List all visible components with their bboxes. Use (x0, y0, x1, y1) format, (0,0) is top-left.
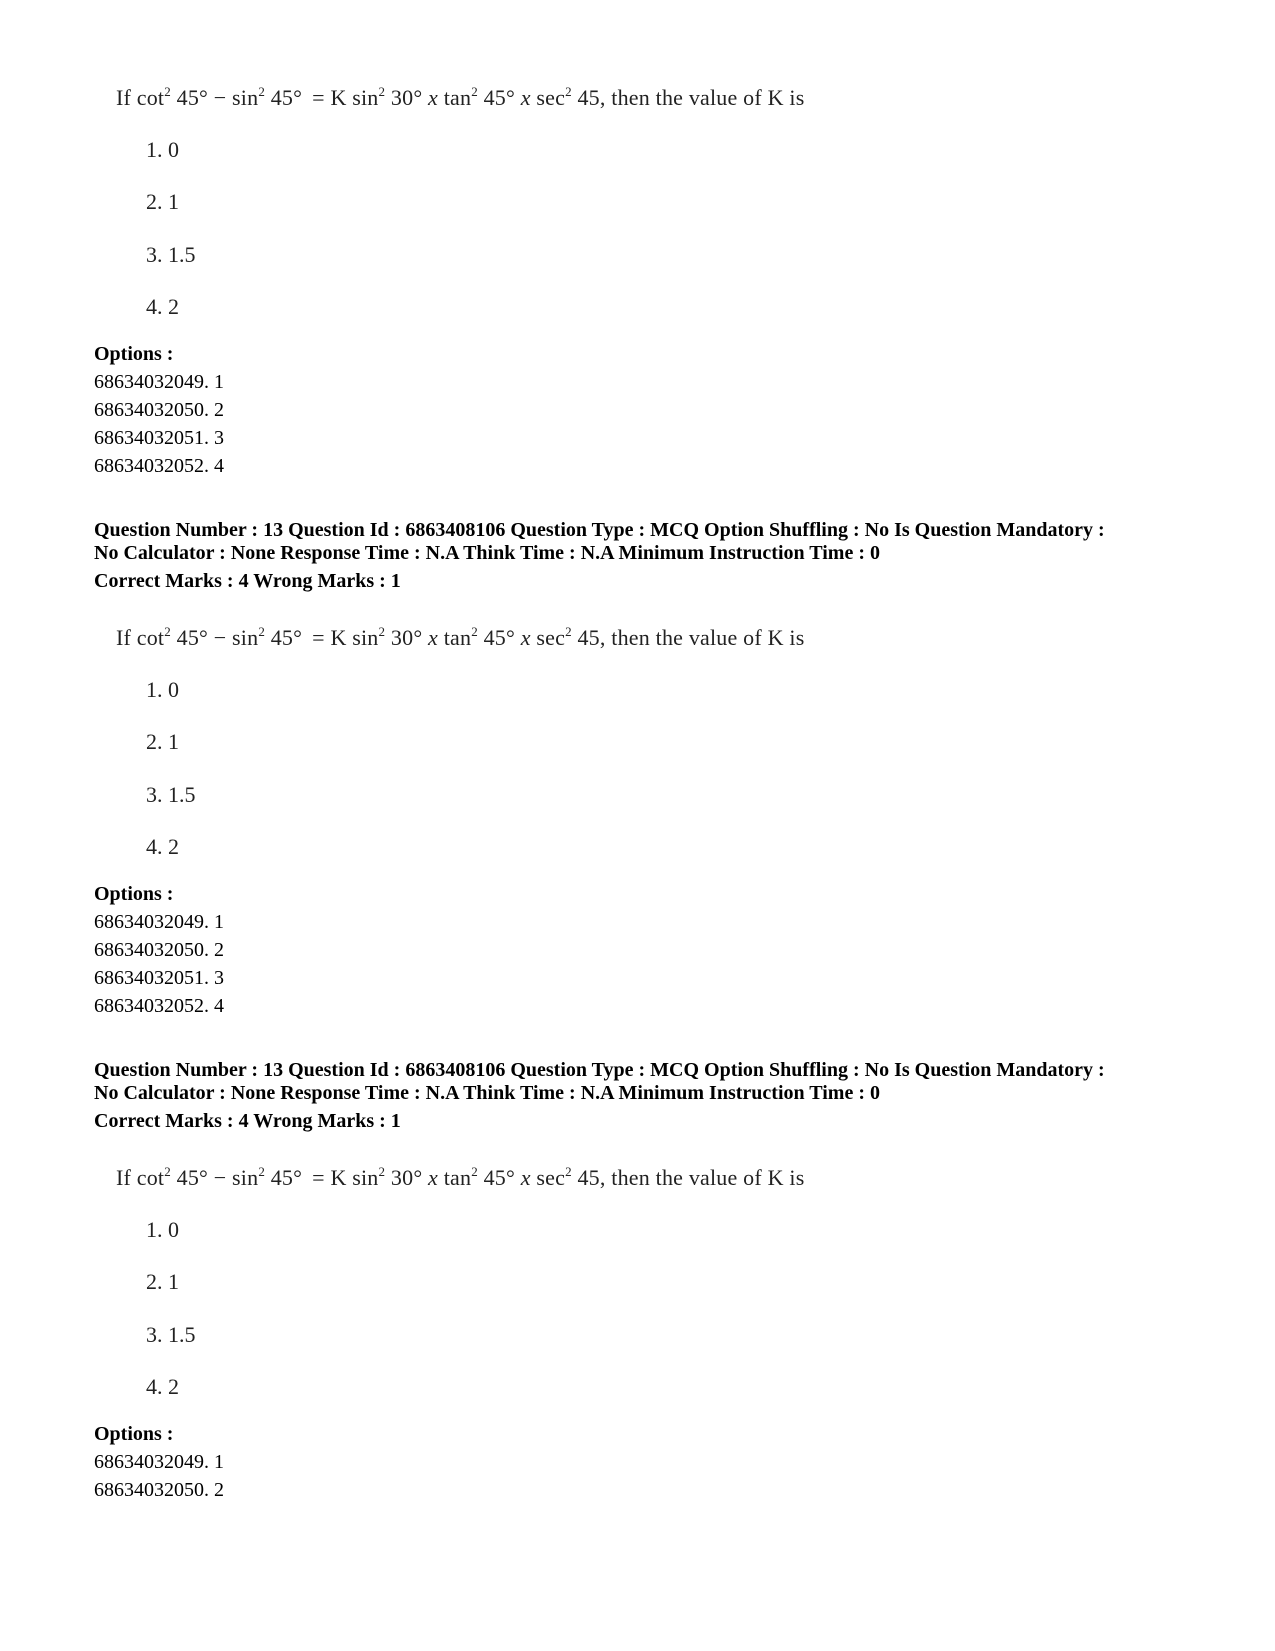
question-stem: If $\cot^2 45^\circ - \sin^2 45^\circ = K$ $\sin^2 30^\circ$ x $\tan^2 45^\circ$ x $\sec^2 45$, then the value of K is (116, 84, 805, 110)
choice-1: 1. 0 (146, 677, 179, 702)
question-block (0, 1165, 1275, 1651)
options-label: Options : (94, 1423, 174, 1445)
choice-1: 1. 0 (146, 1217, 179, 1242)
meta-line-1: Question Number : 13 Question Id : 6863408106 Question Type : MCQ Option Shuffling : No Is Question Mandatory : (94, 519, 1105, 541)
choice-4: 4. 2 (146, 294, 179, 319)
choice-3: 3. 1.5 (146, 1322, 196, 1347)
options-label: Options : (94, 343, 174, 365)
question-image (110, 85, 910, 335)
choice-1: 1. 0 (146, 137, 179, 162)
choice-4: 4. 2 (146, 834, 179, 859)
option-id: 68634032049. 1 (94, 371, 224, 393)
option-id: 68634032050. 2 (94, 399, 224, 421)
option-id: 68634032050. 2 (94, 939, 224, 961)
option-id: 68634032052. 4 (94, 455, 224, 477)
option-id: 68634032051. 3 (94, 427, 224, 449)
option-id: 68634032049. 1 (94, 1451, 224, 1473)
option-id: 68634032050. 2 (94, 1479, 224, 1501)
choice-4: 4. 2 (146, 1374, 179, 1399)
choice-3: 3. 1.5 (146, 782, 196, 807)
option-id: 68634032052. 4 (94, 995, 224, 1017)
question-stem: If $\cot^2 45^\circ - \sin^2 45^\circ = K$ $\sin^2 30^\circ$ x $\tan^2 45^\circ$ x $\sec^2 45$, then the value of K is (116, 624, 805, 650)
meta-line-2: No Calculator : None Response Time : N.A Think Time : N.A Minimum Instruction Time : 0 (94, 542, 880, 564)
choice-2: 2. 1 (146, 729, 179, 754)
option-id: 68634032051. 3 (94, 967, 224, 989)
question-image (110, 625, 910, 875)
question-meta (94, 1059, 1214, 1133)
choice-2: 2. 1 (146, 1269, 179, 1294)
choice-2: 2. 1 (146, 189, 179, 214)
meta-line-3: Correct Marks : 4 Wrong Marks : 1 (94, 1110, 401, 1132)
meta-line-2: No Calculator : None Response Time : N.A Think Time : N.A Minimum Instruction Time : 0 (94, 1082, 880, 1104)
choice-3: 3. 1.5 (146, 242, 196, 267)
question-image (110, 1165, 910, 1415)
option-id: 68634032049. 1 (94, 911, 224, 933)
question-stem: If $\cot^2 45^\circ - \sin^2 45^\circ = K$ $\sin^2 30^\circ$ x $\tan^2 45^\circ$ x $\sec^2 45$, then the value of K is (116, 1164, 805, 1190)
options-label: Options : (94, 883, 174, 905)
question-meta (94, 519, 1214, 593)
meta-line-1: Question Number : 13 Question Id : 6863408106 Question Type : MCQ Option Shuffling : No Is Question Mandatory : (94, 1059, 1105, 1081)
meta-line-3: Correct Marks : 4 Wrong Marks : 1 (94, 570, 401, 592)
